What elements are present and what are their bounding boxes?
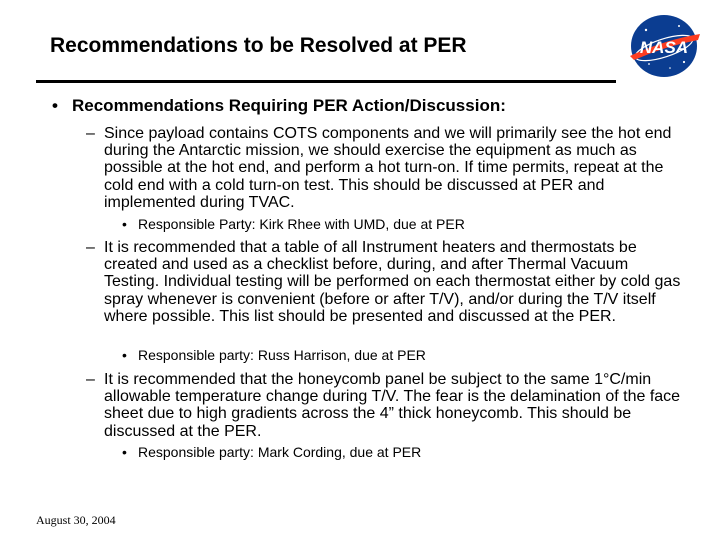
responsible-3-text: Responsible party: Mark Cording, due at PER — [138, 444, 422, 460]
sub-bullet-3-text: It is recommended that the honeycomb panel be subject to the same 1°C/min allowable temperature change during T/V. The fear is the delamination of the face sheet due to high gradients across the 4” thick honeycomb. This should be discussed at the PER. — [104, 371, 681, 440]
title-underline — [36, 80, 616, 83]
main-bullet-text: Recommendations Requiring PER Action/Discussion: — [72, 96, 506, 115]
bullet-dot: • — [52, 96, 58, 115]
responsible-1-text: Responsible Party: Kirk Rhee with UMD, due at PER — [138, 216, 465, 232]
dash-marker: – — [86, 371, 95, 388]
bullet-dot: • — [122, 444, 127, 460]
sub-bullet-2 — [86, 239, 686, 325]
dash-marker: – — [86, 239, 95, 256]
bullet-dot: • — [122, 216, 127, 232]
responsible-2-text: Responsible party: Russ Harrison, due at PER — [138, 347, 426, 363]
slide-date: August 30, 2004 — [36, 513, 116, 527]
sub-bullet-1 — [86, 125, 686, 211]
sub-bullet-3 — [86, 371, 686, 440]
nasa-logo — [624, 12, 704, 80]
sub-bullet-2-text: It is recommended that a table of all Instrument heaters and thermostats be created and used as a checklist before, during, and after Thermal Vacuum Testing. Individual testing will be performed on each thermostat either by cold gas spray whenever is convenient (before or after T/V), and/or during the T/V itself where possible. This list should be presented and discussed at the PER. — [104, 239, 681, 325]
dash-marker: – — [86, 125, 95, 142]
nasa-logo-text: NASA — [639, 38, 689, 57]
sub-bullet-1-text: Since payload contains COTS components and we will primarily see the hot end during the Antarctic mission, we should exercise the equipment as much as possible at the hot end, and perform a hot turn-on. If time permits, repeat at the cold end with a cold turn-on test. This should be discussed at PER and implemented during TVAC. — [104, 125, 672, 211]
bullet-dot: • — [122, 347, 127, 363]
slide-title: Recommendations to be Resolved at PER — [50, 34, 467, 57]
